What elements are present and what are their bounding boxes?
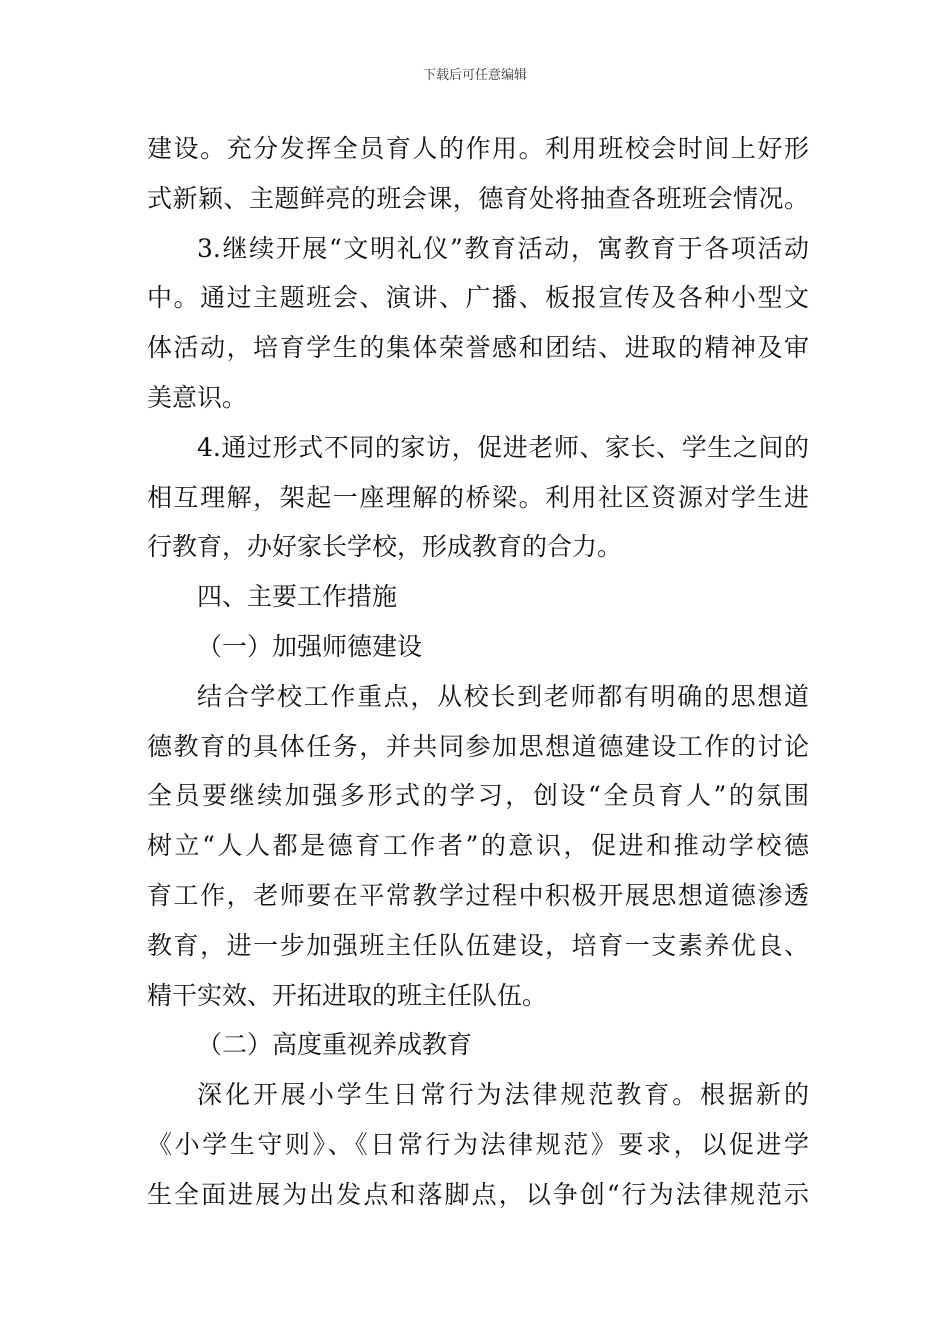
text-line: 结合学校工作重点，从校长到老师都有明确的思想道: [197, 681, 809, 711]
text-line: 相互理解，架起一座理解的桥梁。利用社区资源对学生进: [147, 482, 809, 512]
text-line: 树立“人人都是德育工作者”的意识，促进和推动学校德: [147, 831, 809, 861]
document-body: [147, 124, 809, 1220]
text-line: 生全面进展为出发点和落脚点，以争创“行为法律规范示: [147, 1179, 809, 1209]
text-line: 教育，进一步加强班主任队伍建设，培育一支素养优良、: [147, 930, 809, 960]
subsection-heading: （二）高度重视养成教育: [197, 1030, 473, 1060]
text-line: 全员要继续加强多形式的学习，创设“全员育人”的氛围: [147, 781, 809, 811]
text-line: 4.通过形式不同的家访，促进老师、家长、学生之间的: [197, 432, 809, 462]
page-header-note: 下载后可任意编辑: [422, 68, 527, 83]
text-line: 德教育的具体任务，并共同参加思想道德建设工作的讨论: [147, 731, 809, 761]
subsection-heading: （一）加强师德建设: [197, 631, 423, 661]
text-line: 育工作，老师要在平常教学过程中积极开展思想道德渗透: [147, 880, 809, 910]
text-line: 精干实效、开拓进取的班主任队伍。: [147, 980, 548, 1010]
section-heading: 四、主要工作措施: [197, 582, 398, 612]
text-line: 中。通过主题班会、演讲、广播、板报宣传及各种小型文: [147, 283, 809, 313]
text-line: 体活动，培育学生的集体荣誉感和团结、进取的精神及审: [147, 333, 809, 363]
text-line: 建设。充分发挥全员育人的作用。利用班校会时间上好形: [147, 134, 809, 163]
text-line: 3.继续开展“文明礼仪”教育活动，寓教育于各项活动: [197, 233, 809, 263]
text-line: 式新颖、主题鲜亮的班会课，德育处将抽查各班班会情况。: [147, 183, 809, 213]
text-line: 深化开展小学生日常行为法律规范教育。根据新的: [197, 1080, 809, 1110]
text-line: 美意识。: [147, 382, 248, 412]
text-line: 行教育，办好家长学校，形成教育的合力。: [147, 532, 623, 562]
text-line: 《小学生守则》、《日常行为法律规范》要求，以促进学: [147, 1129, 809, 1159]
